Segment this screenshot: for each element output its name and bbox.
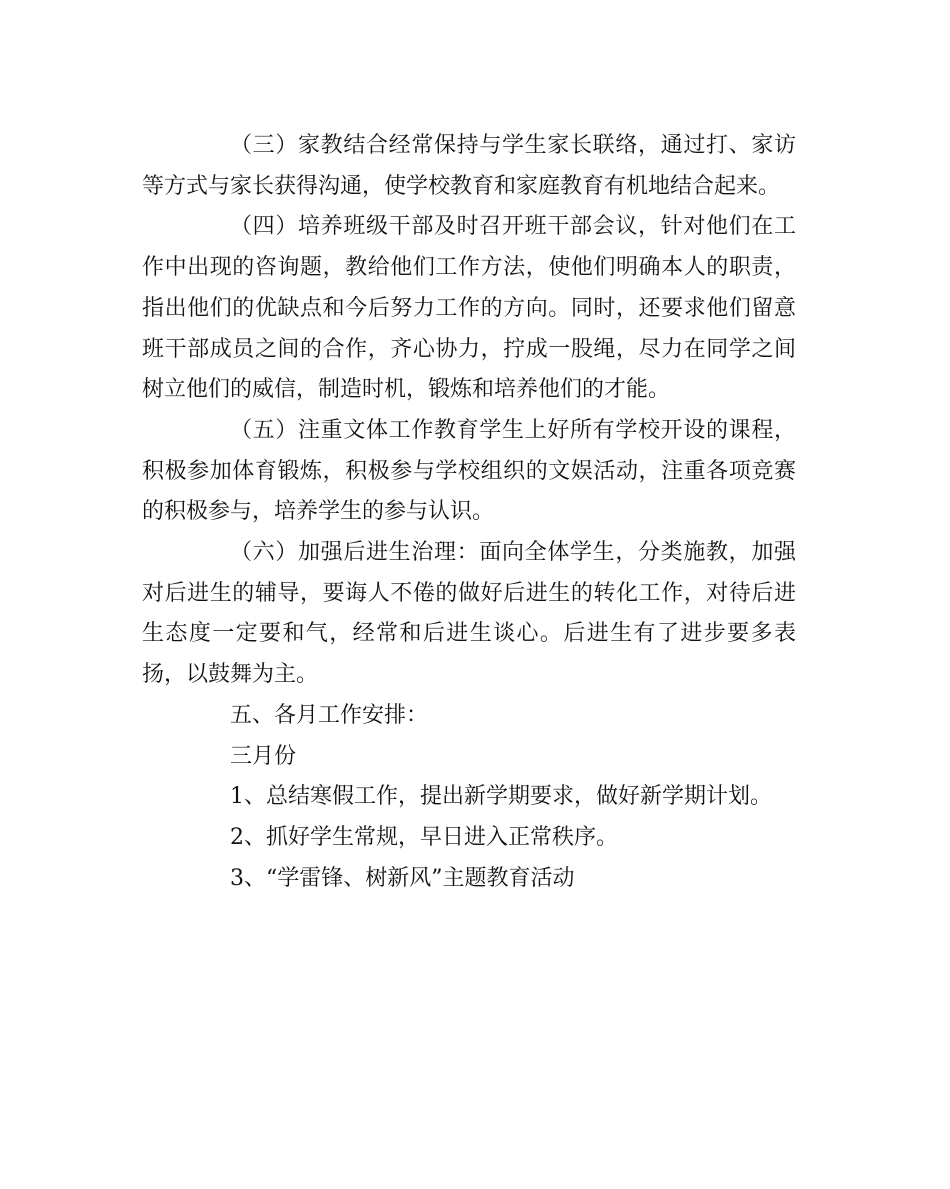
paragraph-class-cadres: （四）培养班级干部及时召开班干部会议，针对他们在工作中出现的咨询题，教给他们工作方法，使他们明确本人的职责，指出他们的优缺点和今后努力工作的方向。同时，还要求他们留意班干部成员之间的合作，齐心协力，拧成一股绳，尽力在同学之间树立他们的威信，制造时机，锻炼和培养他们的才能。: [142, 214, 796, 403]
list-item: 3、“学雷锋、树新风”主题教育活动: [230, 865, 575, 891]
paragraph-struggling-students: （六）加强后进生治理：面向全体学生，分类施教，加强对后进生的辅导，要诲人不倦的做好后进生的转化工作，对待后进生态度一定要和气，经常和后进生谈心。后进生有了进步要多表扬，以鼓舞为主。: [142, 540, 796, 688]
section-heading: 五、各月工作安排：: [230, 702, 429, 728]
paragraph-family-education: （三）家教结合经常保持与学生家长联络，通过打、家访等方式与家长获得沟通，使学校教育和家庭教育有机地结合起来。: [142, 133, 796, 199]
list-item: 1、总结寒假工作，提出新学期要求，做好新学期计划。: [230, 784, 772, 810]
document-body: [142, 126, 796, 899]
paragraph-sports-culture: （五）注重文体工作教育学生上好所有学校开设的课程，积极参加体育锻炼，积极参与学校组织的文娱活动，注重各项竞赛的积极参与，培养学生的参与认识。: [142, 417, 796, 525]
month-label: 三月份: [230, 743, 297, 769]
list-item: 2、抓好学生常规，早日进入正常秩序。: [230, 824, 618, 850]
